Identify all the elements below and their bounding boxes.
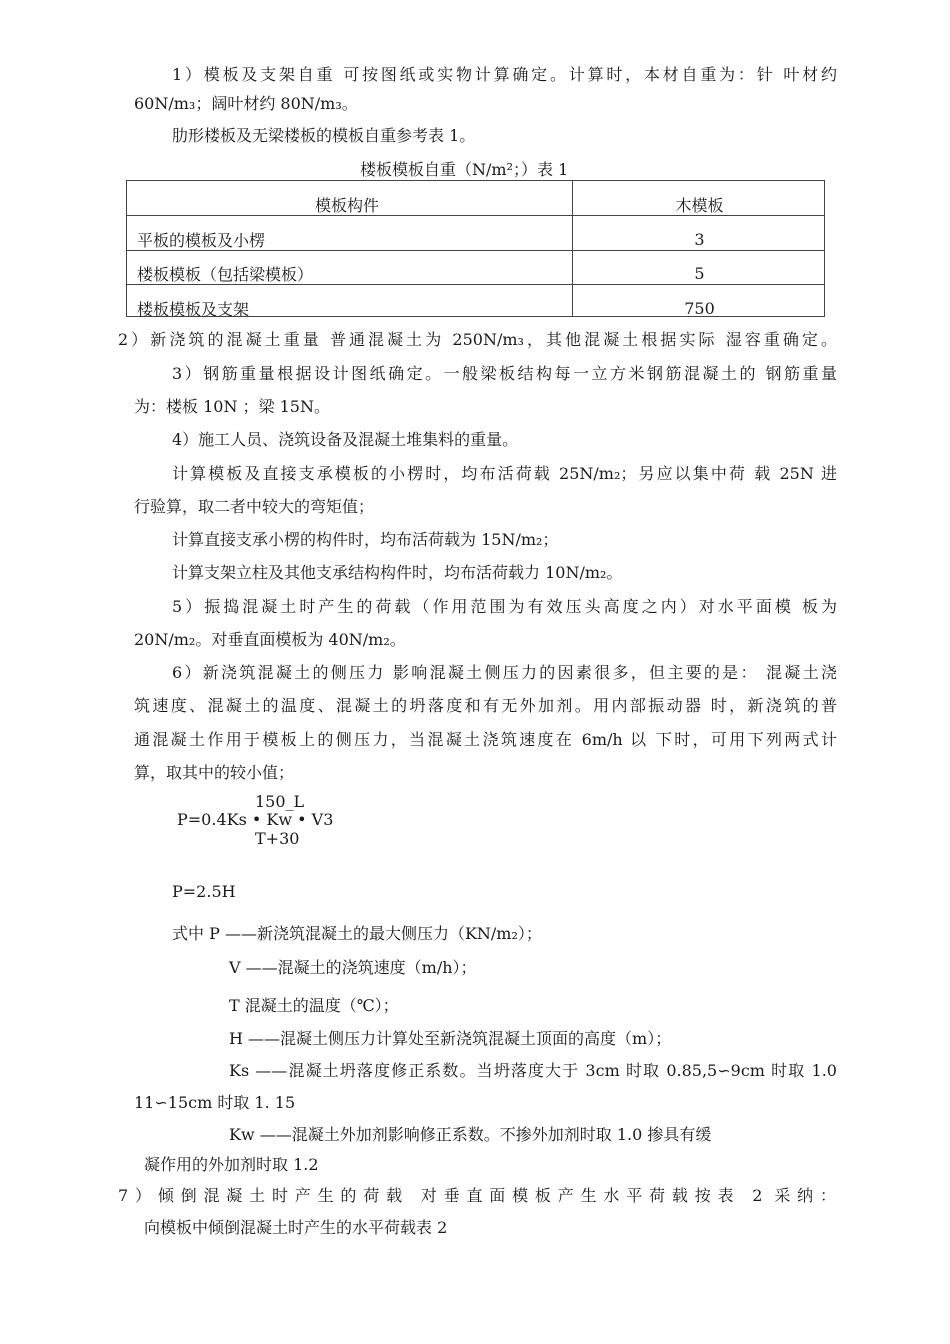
table-1-caption: 楼板模板自重（N/m²；）表 1 [360,160,569,179]
paragraph-5-line-2: 20N/m₂。对垂直面模板为 40N/m₂。 [134,630,406,649]
table-header-component: 模板构件 [315,196,380,215]
paragraph-1-line-2: 60N/m₃；阔叶材约 80N/m₃。 [134,94,358,113]
table-cell-value: 750 [684,299,715,318]
table-row-divider [127,215,824,216]
table-cell-component: 楼板模板及支架 [137,300,250,319]
table-row-divider [127,250,824,251]
paragraph-3-line-2: 为：楼板 10N ；梁 15N。 [134,397,330,416]
table-cell-component: 楼板模板（包括梁模板） [137,265,314,284]
paragraph-4b: 计算直接支承小楞的构件时，均布活荷载为 15N/m₂； [172,530,559,549]
paragraph-4a-line-1: 计算模板及直接支承模板的小楞时，均布活荷载 25N/m₂；另应以集中荷 载 25N 进 [172,464,837,483]
paragraph-3-line-1: 3）钢筋重量根据设计图纸确定。一般梁板结构每一立方米钢筋混凝土的 钢筋重量 [172,364,837,383]
legend-kw-line-2: 凝作用的外加剂时取 1.2 [144,1155,319,1174]
paragraph-6-line-4: 算，取其中的较小值； [134,763,295,782]
paragraph-6-line-1: 6）新浇筑混凝土的侧压力 影响混凝土侧压力的因素很多，但主要的是： 混凝土浇 [172,663,837,682]
legend-h: H ——混凝土侧压力计算处至新浇筑混凝土顶面的高度（m）； [229,1029,672,1048]
paragraph-5-line-1: 5）振捣混凝土时产生的荷载（作用范围为有效压头高度之内）对水平面模 板为 [172,597,837,616]
legend-t: T 混凝土的温度（℃）； [229,996,399,1015]
table-cell-value: 5 [694,264,705,283]
legend-ks-line-1: Ks ——混凝土坍落度修正系数。当坍落度大于 3cm 时取 0.85,5∽9cm 时取 1.0 [229,1061,837,1080]
table-header-wood: 木模板 [675,196,724,215]
paragraph-7-line-2: 向模板中倾倒混凝土时产生的水平荷载表 2 [144,1218,448,1237]
formula-second: P=2.5H [172,882,236,901]
paragraph-4: 4）施工人员、浇筑设备及混凝土堆集料的重量。 [172,430,519,449]
table-row-divider [127,284,824,285]
legend-kw-line-1: Kw ——混凝土外加剂影响修正系数。不掺外加剂时取 1.0 掺具有缓 [229,1125,712,1144]
paragraph-1-line-3: 肋形楼板及无梁楼板的模板自重参考表 1。 [172,126,476,145]
formula-denominator: T+30 [255,829,300,848]
legend-v: V ——混凝土的浇筑速度（m/h）； [229,958,477,977]
table-1 [126,180,825,317]
paragraph-2: 2）新浇筑的混凝土重量 普通混凝土为 250N/m₃，其他混凝土根据实际 湿容重确定。 [118,330,837,349]
paragraph-7-line-1: 7）倾倒混凝土时产生的荷载 对垂直面模板产生水平荷载按表 2 采纳： [118,1186,836,1205]
table-cell-component: 平板的模板及小楞 [137,231,266,250]
legend-ks-line-2: 11∽15cm 时取 1. 15 [134,1093,296,1112]
formula-main: P=0.4Ks • Kw • V3 [177,810,334,829]
paragraph-4a-line-2: 行验算，取二者中较大的弯矩值； [134,497,375,516]
formula-numerator: 150_L [255,792,305,811]
table-cell-value: 3 [694,230,705,249]
paragraph-6-line-2: 筑速度、混凝土的温度、混凝土的坍落度和有无外加剂。用内部振动器 时，新浇筑的普 [134,696,837,715]
paragraph-6-line-3: 通混凝土作用于模板上的侧压力，当混凝土浇筑速度在 6m/h 以 下时，可用下列两式计 [134,730,837,749]
legend-p: 式中 P ——新浇筑混凝土的最大侧压力（KN/m₂）； [172,924,542,943]
paragraph-4c: 计算支架立柱及其他支承结构构件时，均布活荷载力 10N/m₂。 [172,563,623,582]
paragraph-1-line-1: 1）模板及支架自重 可按图纸或实物计算确定。计算时，本材自重为：针 叶材约 [172,65,837,84]
